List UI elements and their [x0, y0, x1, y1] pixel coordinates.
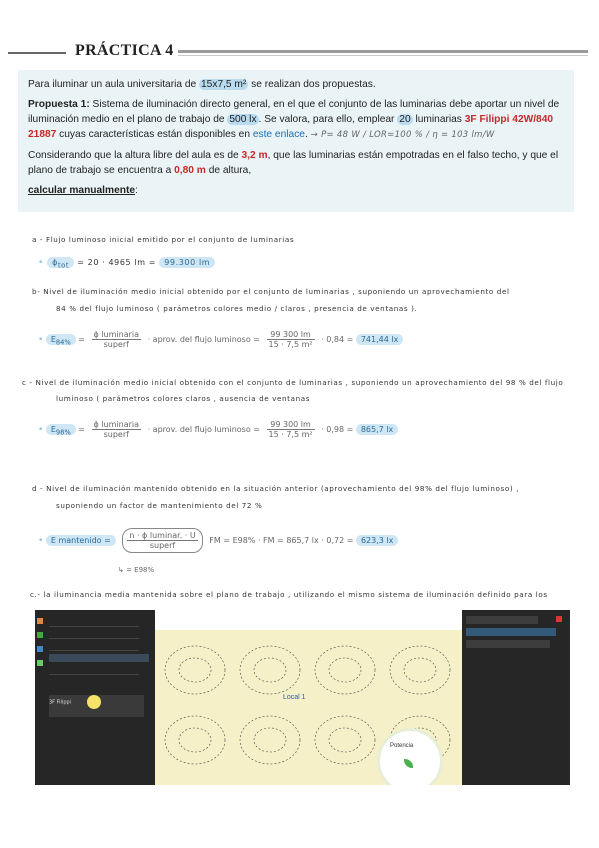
maint-arrow-note: ↳ = E98% — [118, 566, 155, 574]
ceiling-height: 3,2 m — [241, 150, 268, 161]
header-rule-right — [178, 50, 588, 53]
question-b-line1: b- Nivel de iluminación medio inicial obtenido por el conjunto de luminarias , suponiendo un aprovechamiento del — [32, 287, 510, 296]
e84-label: $E_{84\%}$ — [46, 334, 76, 345]
datasheet-link[interactable]: este enlace — [252, 129, 305, 140]
bullet-dot: • — [38, 258, 44, 268]
room-label: Local 1 — [283, 694, 306, 701]
header-rule-left — [8, 52, 66, 54]
software-right-panel — [462, 610, 570, 785]
question-c-line1: c - Nivel de iluminación medio inicial obtenido con el conjunto de luminarias , suponiendo un aprovechamiento del 98 % del flujo — [22, 378, 564, 387]
question-d-line2: suponiendo un factor de mantenimiento del 72 % — [56, 501, 263, 510]
proposal-paragraph: Propuesta 1: Sistema de iluminación directo general, en el que el conjunto de las luminarias debe aportar un nivel de iluminación medio en el plano de trabajo de 500 lx . Se valora, para ello, emplear 20 luminarias 3F Filippi 42W/840 21887 cuyas características están disponibles en este enlace. → P= 48 W / LOR=100 % / η = 103 lm/W — [28, 99, 560, 140]
header-rule-right-thin — [178, 55, 588, 56]
answer-b: • $E_{84\%}$ = $\frac{\text{ϕ luminaria}}{\text{superf}}$ · aprov. del flujo luminoso = $\frac{99 300 lm}{\text{15 · 7,5 m²}}$ · 0,84 = 741,44 lx — [38, 330, 403, 349]
question-b-line2: 84 % del flujo luminoso ( parámetros colores medio / claros , presencia de ventanas ). — [56, 304, 418, 313]
answer-d: • E mantenido = $\frac{\text{n · ϕ luminar. · U}}{\text{superf}}$ FM = E98% · FM = 865,7 lx · 0,72 = 623,3 lx — [38, 528, 398, 553]
answer-c: • $E_{98\%}$ = $\frac{\text{ϕ luminaria}}{\text{superf}}$ · aprov. del flujo luminoso = $\frac{99 300 lm}{\text{15 · 7,5 m²}}$ · 0,98 = 865,7 lx — [38, 420, 398, 439]
practice-header — [0, 40, 599, 62]
software-left-panel — [35, 610, 155, 785]
fraction-values: $\frac{99 300 lm}{\text{15 · 7,5 m²}}$ — [268, 330, 313, 349]
e98-label: $E_{98\%}$ — [46, 424, 76, 435]
close-icon[interactable] — [556, 616, 562, 622]
proposal-label: Propuesta 1: — [28, 99, 90, 110]
power-badge: Potencia — [377, 728, 443, 785]
plane-height: 0,80 m — [174, 165, 206, 176]
panel-side-icons — [37, 618, 45, 768]
calc-instruction: calcular manualmente: — [28, 185, 138, 196]
height-paragraph: Considerando que la altura libre del aula es de 3,2 m, que las luminarias están empotradas en el falso techo, y que el plano de trabajo se encuentra a 0,80 m de altura, — [28, 150, 559, 176]
e98-result: 865,7 lx — [356, 424, 398, 435]
count-highlight: 20 — [399, 114, 411, 125]
question-d-line1: d - Nivel de iluminación mantenido obtenido en la situación anterior (aprovechamiento del 98% del flujo luminoso) , — [32, 484, 520, 493]
emaint-label: E mantenido = — [46, 535, 116, 546]
question-c-line2: luminoso ( parámetros colores claros , ausencia de ventanas — [56, 394, 311, 403]
area-highlight: 15x7,5 m² — [201, 79, 247, 90]
phi-total-label: $\phi_{tot}$ — [47, 257, 74, 268]
e84-result: 741,44 lx — [356, 334, 404, 345]
intro-paragraph: Para iluminar un aula universitaria de 15x7,5 m² se realizan dos propuestas. — [28, 79, 376, 90]
maint-fraction: $\frac{\text{n · ϕ luminar. · U}}{\text{superf}}$ — [122, 528, 202, 553]
leaf-icon — [404, 759, 413, 768]
handwritten-specs: → P= 48 W / LOR=100 % / η = 103 lm/W — [310, 130, 495, 140]
plan-toolbar-area — [155, 610, 462, 630]
page-title: PRÁCTICA 4 — [75, 42, 174, 59]
luminaire-panel-label: 3F Filippi — [49, 699, 72, 706]
question-e: c.- la iluminancia media mantenida sobre el plano de trabajo , utilizando el mismo sistema de iluminación definido para los — [30, 590, 548, 599]
lux-highlight: 500 lx — [229, 114, 257, 125]
illuminance-plan-view — [155, 630, 462, 785]
question-a: a - Flujo luminoso inicial emitido por el conjunto de luminarias — [32, 235, 295, 244]
answer-a: • $\phi_{tot} = 20 \cdot 4965$ lm = 99.300 lm — [38, 258, 215, 270]
luminaire-model: 3F Filippi 42W/840 21887 — [28, 114, 554, 140]
problem-statement — [18, 70, 574, 212]
fraction-flux-area: $\frac{\text{ϕ luminaria}}{\text{superf}}$ — [93, 330, 140, 349]
emaint-result: 623,3 lx — [356, 535, 398, 546]
flux-result: 99.300 lm — [159, 257, 215, 268]
luminaire-icon — [87, 695, 101, 709]
